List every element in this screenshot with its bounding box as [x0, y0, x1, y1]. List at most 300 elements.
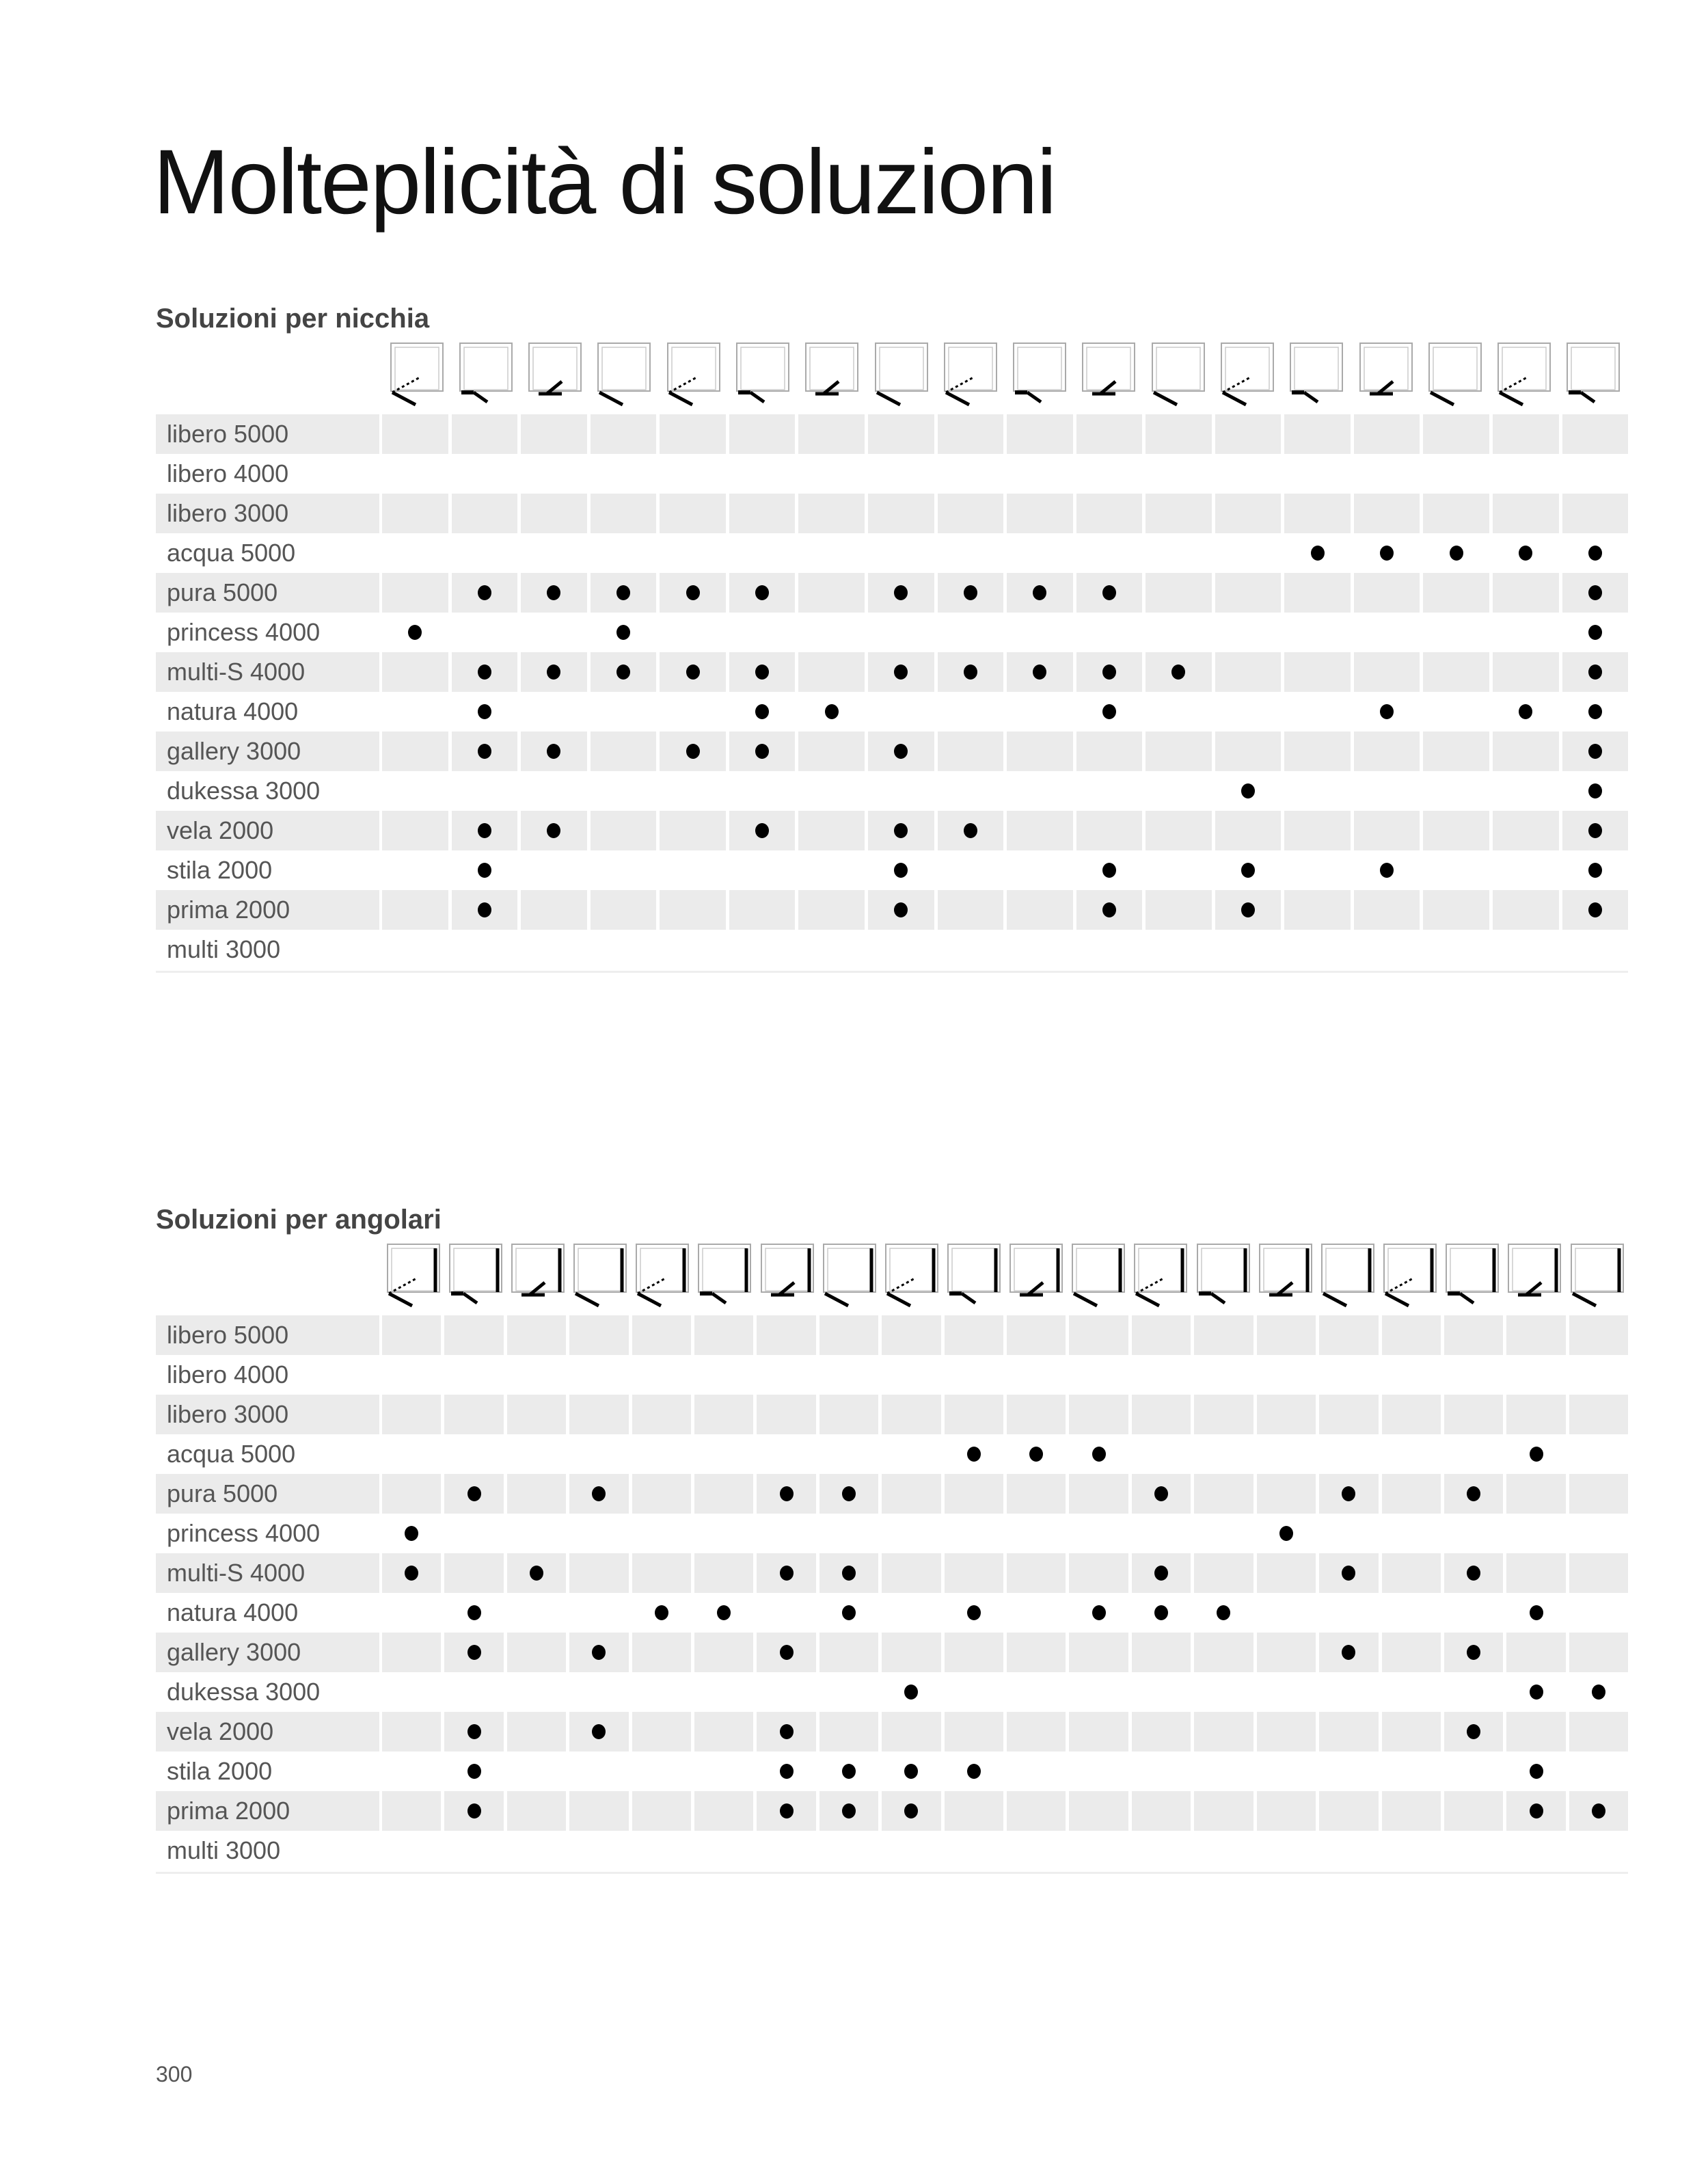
availability-dot — [755, 585, 769, 600]
table-cell — [1076, 494, 1143, 533]
table-cell — [1506, 1633, 1565, 1672]
shower-configuration-icon — [1130, 1240, 1192, 1315]
table-cell — [798, 930, 865, 969]
availability-dot — [547, 585, 560, 600]
availability-dot — [686, 665, 700, 680]
table-cell — [1444, 1712, 1503, 1752]
table-cell — [945, 1514, 1003, 1553]
table-cell — [1284, 494, 1351, 533]
availability-dot — [964, 823, 977, 838]
availability-dot — [1092, 1605, 1106, 1620]
table-cell — [694, 1355, 753, 1395]
availability-dot — [1217, 1605, 1230, 1620]
table-cell — [882, 1712, 940, 1752]
table-cell — [1569, 1712, 1628, 1752]
availability-dot — [616, 585, 630, 600]
table-cell — [1215, 732, 1282, 771]
table-cell — [1257, 1315, 1316, 1355]
table-cell — [1069, 1514, 1128, 1553]
availability-dot — [755, 665, 769, 680]
table-cell — [1215, 890, 1282, 930]
table-cell — [945, 1355, 1003, 1395]
table-cell — [1569, 1593, 1628, 1633]
shower-configuration-icon — [1192, 1240, 1254, 1315]
availability-dot — [1342, 1566, 1355, 1581]
table-cell — [1506, 1434, 1565, 1474]
availability-dot — [1171, 665, 1185, 680]
table-cell — [1444, 1593, 1503, 1633]
table-cell — [1007, 494, 1073, 533]
table-cell — [798, 533, 865, 573]
shower-configuration-icon — [632, 1240, 694, 1315]
availability-dot — [478, 902, 491, 917]
table-cell — [694, 1672, 753, 1712]
table-cell — [632, 1791, 691, 1831]
row-label: stila 2000 — [167, 1757, 273, 1785]
shower-configuration-icon — [1005, 1240, 1068, 1315]
availability-dot — [467, 1486, 481, 1501]
table-cell — [1132, 1553, 1191, 1593]
shower-configuration-icon — [444, 1240, 506, 1315]
table-cell — [1257, 1593, 1316, 1633]
table-cell — [660, 811, 726, 850]
availability-dot — [780, 1764, 794, 1779]
table-cell — [382, 1434, 441, 1474]
table-cell — [521, 732, 587, 771]
table-cell — [945, 1752, 1003, 1791]
table-cell — [729, 573, 796, 613]
shower-configuration-icon — [880, 1240, 943, 1315]
table-cell — [1382, 1395, 1441, 1434]
table-cell — [819, 1791, 878, 1831]
shower-configuration-icon — [1566, 1240, 1628, 1315]
table-cell — [1569, 1474, 1628, 1514]
table-cell — [729, 652, 796, 692]
table-cell — [938, 494, 1004, 533]
table-cell — [819, 1315, 878, 1355]
availability-dot — [1588, 704, 1602, 719]
table-cell — [1382, 1791, 1441, 1831]
table-cell — [1132, 1315, 1191, 1355]
availability-dot — [1588, 546, 1602, 561]
row-label: gallery 3000 — [156, 732, 379, 771]
table-cell — [938, 771, 1004, 811]
table-cell — [1562, 494, 1629, 533]
table-cell — [729, 811, 796, 850]
table-cell — [1069, 1831, 1128, 1870]
table-cell — [1562, 454, 1629, 494]
availability-dot — [1154, 1605, 1168, 1620]
availability-dot — [1467, 1566, 1480, 1581]
table-cell — [1493, 533, 1559, 573]
table-cell — [507, 1514, 566, 1553]
table-cell — [660, 692, 726, 732]
availability-dot — [1102, 585, 1116, 600]
table-cell — [569, 1831, 628, 1870]
table-cell — [1493, 573, 1559, 613]
availability-dot — [755, 823, 769, 838]
table-cell — [757, 1791, 815, 1831]
table-cell — [1257, 1553, 1316, 1593]
table-cell — [1284, 573, 1351, 613]
table-cell — [1319, 1831, 1378, 1870]
table-cell — [1319, 1712, 1378, 1752]
table-cell — [1319, 1791, 1378, 1831]
table-cell — [1319, 1752, 1378, 1791]
table-cell — [444, 1712, 503, 1752]
table-cell — [1146, 850, 1212, 890]
table-cell — [1319, 1355, 1378, 1395]
availability-dot — [904, 1685, 918, 1700]
table-cell — [1007, 1434, 1066, 1474]
table-cell — [882, 1355, 940, 1395]
table-cell — [1069, 1752, 1128, 1791]
table-cell — [1569, 1633, 1628, 1672]
availability-dot — [530, 1566, 543, 1581]
table-cell — [632, 1315, 691, 1355]
table-cell — [868, 732, 934, 771]
table-cell — [1444, 1633, 1503, 1672]
table-row — [156, 1831, 1628, 1870]
table-cell — [1146, 930, 1212, 969]
table-cell — [1319, 1514, 1378, 1553]
table-cell — [819, 1712, 878, 1752]
row-label: dukessa 3000 — [167, 1678, 321, 1706]
table-row — [156, 1514, 1628, 1553]
table-cell — [868, 533, 934, 573]
table-cell — [382, 692, 448, 732]
table-cell — [521, 850, 587, 890]
table-cell — [1007, 771, 1073, 811]
table-cell — [1215, 811, 1282, 850]
availability-dot — [894, 585, 908, 600]
table-cell — [507, 1633, 566, 1672]
table-cell — [1069, 1593, 1128, 1633]
table-cell — [382, 1752, 441, 1791]
table-cell — [757, 1672, 815, 1712]
table-cell — [694, 1752, 753, 1791]
availability-dot — [686, 585, 700, 600]
table-cell — [591, 454, 657, 494]
table-cell — [1257, 1672, 1316, 1712]
table-cell — [1423, 930, 1489, 969]
table-cell — [1007, 573, 1073, 613]
table-cell — [798, 732, 865, 771]
availability-dot — [478, 744, 491, 759]
table-cell — [632, 1672, 691, 1712]
table-cell — [945, 1395, 1003, 1434]
table-cell — [945, 1791, 1003, 1831]
table-row — [156, 811, 1628, 850]
table-cell — [569, 1752, 628, 1791]
table-cell — [1257, 1633, 1316, 1672]
table-cell — [569, 1593, 628, 1633]
shower-configuration-icon — [1005, 339, 1074, 414]
table-cell — [1562, 930, 1629, 969]
table-cell — [382, 652, 448, 692]
table-cell — [1562, 850, 1629, 890]
table-cell — [1257, 1791, 1316, 1831]
availability-dot — [964, 665, 977, 680]
table-cell — [1132, 1355, 1191, 1395]
table-cell — [591, 652, 657, 692]
availability-dot — [1033, 665, 1046, 680]
table-cell — [1506, 1752, 1565, 1791]
table-cell — [1319, 1315, 1378, 1355]
availability-dot — [467, 1645, 481, 1660]
table-cell — [1194, 1712, 1253, 1752]
availability-dot — [1241, 783, 1255, 799]
table-cell — [660, 652, 726, 692]
row-label: prima 2000 — [156, 1791, 379, 1831]
table-cell — [507, 1355, 566, 1395]
table-cell — [945, 1633, 1003, 1672]
table-cell — [1284, 890, 1351, 930]
table-cell — [1146, 494, 1212, 533]
table-cell — [382, 533, 448, 573]
compatibility-table — [156, 1315, 1628, 1870]
row-label: libero 5000 — [156, 1315, 379, 1355]
table-cell — [569, 1633, 628, 1672]
shower-configuration-icon — [798, 339, 867, 414]
table-cell — [757, 1474, 815, 1514]
table-cell — [382, 890, 448, 930]
row-label: multi 3000 — [167, 935, 281, 963]
table-cell — [507, 1315, 566, 1355]
table-cell — [521, 692, 587, 732]
table-cell — [382, 414, 448, 454]
table-cell — [694, 1474, 753, 1514]
shower-configuration-icon — [506, 1240, 569, 1315]
row-label: multi-S 4000 — [156, 1553, 379, 1593]
section-title: Soluzioni per angolari — [156, 1205, 442, 1235]
table-cell — [1132, 1395, 1191, 1434]
row-label: princess 4000 — [167, 1519, 321, 1547]
table-cell — [1146, 732, 1212, 771]
table-cell — [1076, 732, 1143, 771]
table-cell — [1423, 533, 1489, 573]
table-cell — [1354, 692, 1420, 732]
row-label: libero 4000 — [167, 1360, 289, 1388]
availability-dot — [1592, 1803, 1605, 1819]
table-row — [156, 732, 1628, 771]
table-cell — [1007, 850, 1073, 890]
availability-dot — [1092, 1447, 1106, 1462]
table-cell — [1007, 1752, 1066, 1791]
table-cell — [1284, 732, 1351, 771]
availability-dot — [717, 1605, 731, 1620]
table-cell — [938, 732, 1004, 771]
table-cell — [1146, 652, 1212, 692]
table-cell — [1194, 1434, 1253, 1474]
table-cell — [507, 1474, 566, 1514]
table-cell — [382, 1633, 441, 1672]
row-label: libero 3000 — [156, 494, 379, 533]
table-cell — [1215, 494, 1282, 533]
table-cell — [819, 1752, 878, 1791]
table-cell — [819, 1514, 878, 1553]
table-cell — [798, 850, 865, 890]
table-cell — [444, 1514, 503, 1553]
table-cell — [444, 1831, 503, 1870]
availability-dot — [1467, 1486, 1480, 1501]
table-row — [156, 573, 1628, 613]
table-cell — [382, 1395, 441, 1434]
availability-dot — [904, 1803, 918, 1819]
table-cell — [945, 1553, 1003, 1593]
table-cell — [1076, 454, 1143, 494]
table-cell — [1007, 1712, 1066, 1752]
table-cell — [1257, 1434, 1316, 1474]
table-cell — [1257, 1355, 1316, 1395]
availability-dot — [1519, 704, 1532, 719]
row-label: dukessa 3000 — [167, 777, 321, 805]
table-cell — [660, 850, 726, 890]
table-cell — [1194, 1752, 1253, 1791]
shower-configuration-icon — [1074, 339, 1143, 414]
table-cell — [569, 1672, 628, 1712]
table-cell — [1354, 454, 1420, 494]
table-cell — [1354, 573, 1420, 613]
table-cell — [945, 1434, 1003, 1474]
table-cell — [1215, 613, 1282, 652]
shower-configuration-icon — [1351, 339, 1420, 414]
table-cell — [521, 930, 587, 969]
table-cell — [1007, 1593, 1066, 1633]
table-cell — [660, 732, 726, 771]
table-cell — [1257, 1831, 1316, 1870]
table-cell — [1444, 1355, 1503, 1395]
table-cell — [1146, 771, 1212, 811]
table-cell — [1382, 1315, 1441, 1355]
table-cell — [1194, 1791, 1253, 1831]
table-cell — [382, 1474, 441, 1514]
table-cell — [444, 1553, 503, 1593]
table-cell — [382, 732, 448, 771]
availability-dot — [616, 625, 630, 640]
table-cell — [444, 1355, 503, 1395]
table-cell — [868, 771, 934, 811]
table-cell — [938, 533, 1004, 573]
table-cell — [1284, 930, 1351, 969]
table-cell — [1354, 652, 1420, 692]
availability-dot — [592, 1724, 606, 1739]
table-cell — [868, 652, 934, 692]
availability-dot — [408, 625, 422, 640]
table-cell — [444, 1395, 503, 1434]
table-cell — [452, 652, 518, 692]
table-cell — [729, 771, 796, 811]
table-cell — [1569, 1355, 1628, 1395]
table-cell — [1506, 1395, 1565, 1434]
table-cell — [569, 1791, 628, 1831]
table-cell — [591, 771, 657, 811]
availability-dot — [842, 1605, 856, 1620]
table-cell — [1423, 811, 1489, 850]
table-cell — [938, 652, 1004, 692]
table-cell — [757, 1831, 815, 1870]
table-cell — [452, 573, 518, 613]
table-cell — [1354, 613, 1420, 652]
row-label: acqua 5000 — [167, 1440, 296, 1468]
table-cell — [729, 533, 796, 573]
table-cell — [1007, 1355, 1066, 1395]
table-cell — [591, 573, 657, 613]
table-cell — [729, 414, 796, 454]
table-cell — [757, 1712, 815, 1752]
table-cell — [382, 1553, 441, 1593]
table-cell — [452, 613, 518, 652]
table-cell — [798, 494, 865, 533]
table-cell — [507, 1553, 566, 1593]
availability-dot — [894, 823, 908, 838]
table-cell — [382, 1712, 441, 1752]
table-bottom-rule — [156, 971, 1628, 973]
table-cell — [1493, 930, 1559, 969]
shower-configuration-icon — [1254, 1240, 1316, 1315]
table-cell — [868, 454, 934, 494]
table-cell — [1506, 1355, 1565, 1395]
table-cell — [1569, 1315, 1628, 1355]
table-cell — [938, 692, 1004, 732]
row-label: stila 2000 — [167, 856, 273, 884]
table-row — [156, 1752, 1628, 1791]
availability-dot — [1102, 863, 1116, 878]
table-cell — [757, 1593, 815, 1633]
table-cell — [1569, 1553, 1628, 1593]
table-cell — [819, 1474, 878, 1514]
table-cell — [1284, 454, 1351, 494]
availability-dot — [1588, 585, 1602, 600]
shower-configuration-icon — [1441, 1240, 1504, 1315]
table-cell — [1146, 692, 1212, 732]
availability-dot — [1033, 585, 1046, 600]
table-cell — [1076, 930, 1143, 969]
table-cell — [1007, 1791, 1066, 1831]
table-cell — [945, 1593, 1003, 1633]
table-cell — [938, 930, 1004, 969]
table-cell — [882, 1553, 940, 1593]
table-cell — [1257, 1712, 1316, 1752]
availability-dot — [1592, 1685, 1605, 1700]
table-cell — [1382, 1752, 1441, 1791]
table-cell — [938, 890, 1004, 930]
table-cell — [882, 1791, 940, 1831]
table-cell — [1493, 494, 1559, 533]
table-cell — [1562, 414, 1629, 454]
table-cell — [1423, 732, 1489, 771]
availability-dot — [1241, 863, 1255, 878]
availability-dot — [1380, 704, 1394, 719]
table-cell — [1354, 850, 1420, 890]
shower-configuration-icon — [590, 339, 659, 414]
table-cell — [882, 1315, 940, 1355]
availability-dot — [1530, 1764, 1543, 1779]
table-cell — [798, 414, 865, 454]
table-cell — [1354, 930, 1420, 969]
table-cell — [1007, 1553, 1066, 1593]
table-row — [156, 1474, 1628, 1514]
table-cell — [521, 890, 587, 930]
table-cell — [1069, 1474, 1128, 1514]
table-cell — [1382, 1831, 1441, 1870]
table-cell — [729, 850, 796, 890]
table-cell — [1069, 1672, 1128, 1712]
table-cell — [1132, 1514, 1191, 1553]
table-cell — [382, 1514, 441, 1553]
table-cell — [1493, 811, 1559, 850]
table-cell — [1423, 692, 1489, 732]
